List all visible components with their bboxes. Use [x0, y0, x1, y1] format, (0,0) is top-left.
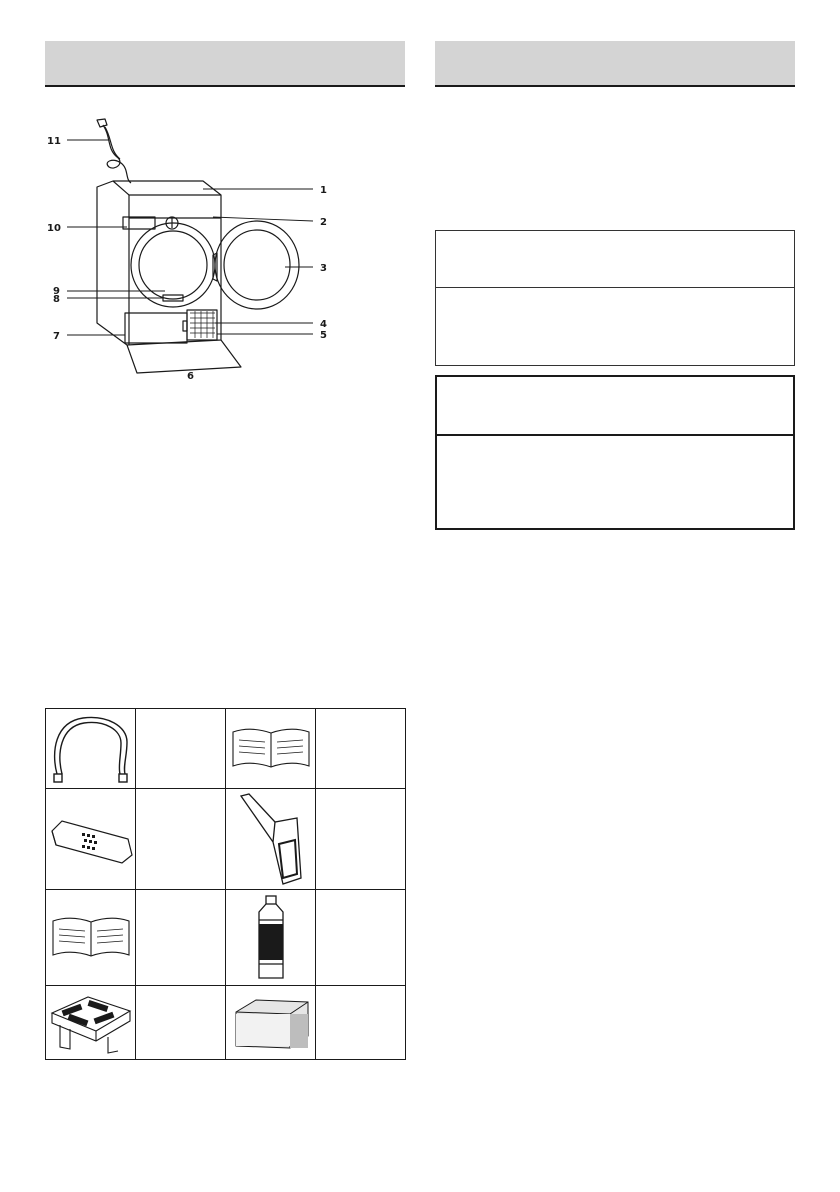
accessory-image-cell [226, 986, 316, 1060]
accessory-image-cell [226, 890, 316, 986]
table-row [46, 890, 406, 986]
accessory-image-cell [226, 709, 316, 789]
callout-11: 11 [47, 136, 61, 147]
accessory-label-cell [316, 709, 406, 789]
accessory-image-cell [46, 789, 136, 890]
callout-3: 3 [320, 263, 327, 274]
callout-1: 1 [320, 185, 327, 196]
accessory-image-cell [46, 986, 136, 1060]
table-row [46, 709, 406, 789]
notice-box-upper-body [436, 288, 794, 366]
power-cord-icon [97, 119, 131, 183]
accessory-label-cell [136, 890, 226, 986]
dryer-overview-figure [45, 105, 405, 395]
dryer-cabinet-icon [97, 181, 299, 373]
right-section-header [435, 41, 795, 87]
accessory-label-cell [316, 890, 406, 986]
callout-5: 5 [320, 330, 327, 341]
drying-basket-icon [48, 989, 134, 1057]
left-section-header [45, 41, 405, 87]
accessory-label-cell [316, 986, 406, 1060]
notice-box-upper-title [436, 231, 794, 287]
accessories-table [45, 708, 406, 1060]
callout-6: 6 [187, 371, 194, 382]
water-filling-container-icon [235, 792, 307, 886]
notice-box-lower-title [437, 377, 793, 434]
callout-9: 9 [53, 286, 60, 297]
accessory-label-cell [136, 709, 226, 789]
manual-booklet-icon [229, 724, 313, 774]
callout-10: 10 [47, 223, 61, 234]
accessory-image-cell [46, 890, 136, 986]
filter-sponge-icon [48, 809, 134, 869]
notice-box-lower [435, 375, 795, 530]
callout-7: 7 [53, 331, 60, 342]
table-row [46, 789, 406, 890]
product-box-icon [230, 994, 312, 1052]
table-row [46, 986, 406, 1060]
callout-4: 4 [320, 319, 327, 330]
cleaning-bottle-icon [251, 894, 291, 982]
callout-2: 2 [320, 217, 327, 228]
accessory-image-cell [226, 789, 316, 890]
callout-8: 8 [53, 294, 60, 305]
accessory-label-cell [136, 986, 226, 1060]
accessory-label-cell [136, 789, 226, 890]
manual-booklet-icon [49, 913, 133, 963]
accessory-image-cell [46, 709, 136, 789]
notice-box-upper [435, 230, 795, 366]
notice-box-lower-body [437, 436, 793, 528]
accessory-label-cell [316, 789, 406, 890]
drain-hose-icon [49, 712, 133, 786]
